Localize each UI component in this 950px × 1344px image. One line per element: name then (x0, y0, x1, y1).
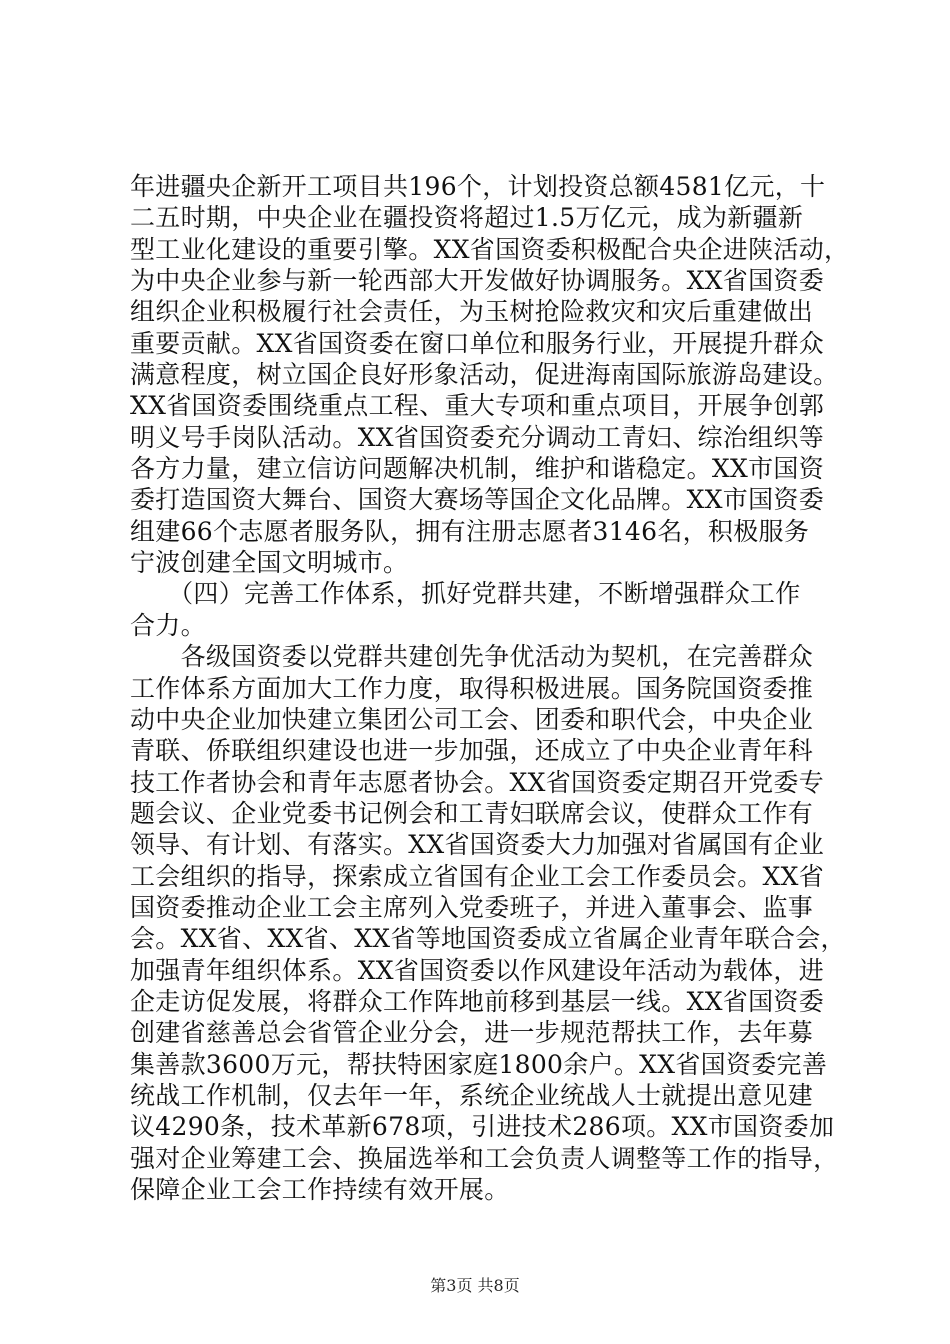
text-line: 重要贡献。XX省国资委在窗口单位和服务行业，开展提升群众 (130, 328, 824, 358)
text-line: 满意程度，树立国企良好形象活动，促进海南国际旅游岛建设。 (130, 360, 839, 390)
text-line: 委打造国资大舞台、国资大赛场等国企文化品牌。XX市国资委 (130, 485, 824, 515)
text-line: 工作体系方面加大工作力度，取得积极进展。国务院国资委推 (130, 673, 814, 703)
text-line: 国资委推动企业工会主席列入党委班子，并进入董事会、监事 (130, 892, 814, 922)
text-line: 动中央企业加快建立集团公司工会、团委和职代会，中央企业 (130, 704, 814, 734)
text-line: 加强青年组织体系。XX省国资委以作风建设年活动为载体，进 (130, 955, 824, 985)
text-line: 会。XX省、XX省、XX省等地国资委成立省属企业青年联合会， (130, 924, 846, 954)
text-line: 工会组织的指导，探索成立省国有企业工会工作委员会。XX省 (130, 861, 824, 891)
text-line: 组建66个志愿者服务队，拥有注册志愿者3146名，积极服务 (130, 516, 810, 546)
page-footer: 第3页 共8页 (430, 1276, 520, 1295)
text-line: 集善款3600万元，帮扶特困家庭1800余户。XX省国资委完善 (130, 1049, 828, 1079)
text-line: 宁波创建全国文明城市。 (130, 548, 409, 578)
section-heading-line: 合力。 (130, 610, 206, 640)
text-line: 明义号手岗队活动。XX省国资委充分调动工青妇、综治组织等 (130, 422, 824, 452)
text-line: 各级国资委以党群共建创先争优活动为契机，在完善群众 (130, 642, 814, 672)
text-line: 领导、有计划、有落实。XX省国资委大力加强对省属国有企业 (130, 830, 824, 860)
body-text (130, 171, 850, 1205)
text-line: 技工作者协会和青年志愿者协会。XX省国资委定期召开党委专 (130, 767, 824, 797)
text-line: 青联、侨联组织建设也进一步加强，还成立了中央企业青年科 (130, 736, 814, 766)
text-line: 各方力量，建立信访问题解决机制，维护和谐稳定。XX市国资 (130, 454, 824, 484)
text-line: 型工业化建设的重要引擎。XX省国资委积极配合央企进陕活动， (130, 234, 850, 264)
text-line: 组织企业积极履行社会责任，为玉树抢险救灾和灾后重建做出 (130, 297, 814, 327)
text-line: 统战工作机制，仅去年一年，系统企业统战人士就提出意见建 (130, 1080, 814, 1110)
text-line: 议4290条，技术革新678项，引进技术286项。XX市国资委加 (130, 1112, 835, 1142)
text-line: XX省国资委围绕重点工程、重大专项和重点项目，开展争创郭 (130, 391, 824, 421)
text-line: 保障企业工会工作持续有效开展。 (130, 1175, 510, 1204)
text-line: 企走访促发展，将群众工作阵地前移到基层一线。XX省国资委 (130, 986, 824, 1016)
text-line: 创建省慈善总会省管企业分会，进一步规范帮扶工作，去年募 (130, 1018, 814, 1048)
text-line: 二五时期，中央企业在疆投资将超过1.5万亿元，成为新疆新 (130, 203, 804, 233)
section-heading-line: （四）完善工作体系，抓好党群共建，不断增强群众工作 (130, 579, 801, 609)
text-line: 题会议、企业党委书记例会和工青妇联席会议，使群众工作有 (130, 798, 814, 828)
text-line: 为中央企业参与新一轮西部大开发做好协调服务。XX省国资委 (130, 266, 824, 296)
text-line: 年进疆央企新开工项目共196个，计划投资总额4581亿元，十 (130, 172, 826, 201)
text-line: 强对企业筹建工会、换届选举和工会负责人调整等工作的指导， (130, 1143, 839, 1173)
